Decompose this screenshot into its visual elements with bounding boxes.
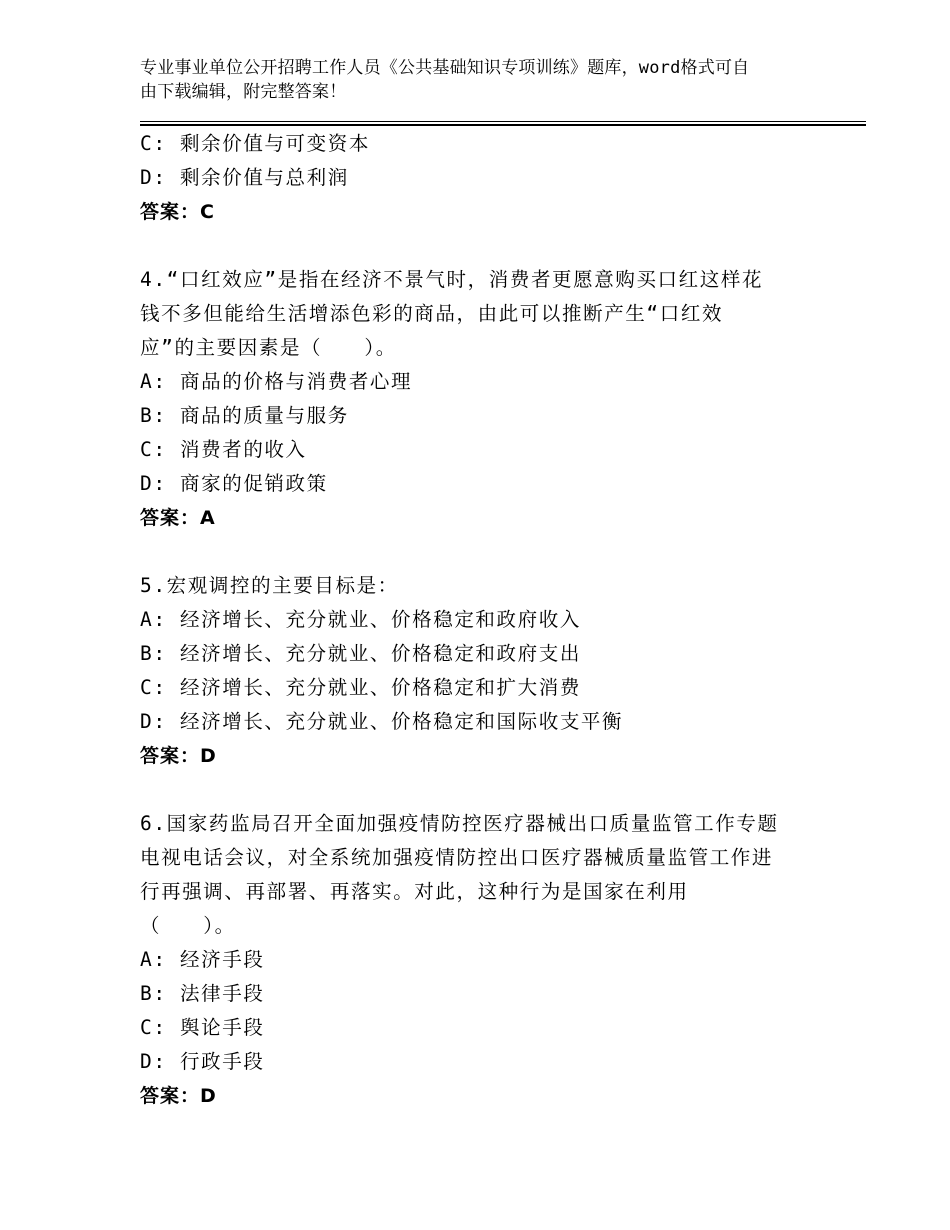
option-a: A: 商品的价格与消费者心理 <box>140 370 413 393</box>
answer-label: 答案：A <box>140 507 216 529</box>
question-stem-line: 行再强调、再部署、再落实。对此，这种行为是国家在利用 <box>140 880 689 903</box>
option-b: B: 经济增长、充分就业、价格稳定和政府支出 <box>140 642 581 665</box>
answer-label: 答案：D <box>140 1085 217 1107</box>
option-a: A: 经济手段 <box>140 948 265 971</box>
question-stem-line: （ ）。 <box>140 914 236 937</box>
spacer <box>140 229 820 263</box>
option-c: C: 剩余价值与可变资本 <box>140 132 370 155</box>
option-b: B: 法律手段 <box>140 982 265 1005</box>
question-stem-line: 应”的主要因素是（ ）。 <box>140 336 397 359</box>
answer-label: 答案：D <box>140 745 217 767</box>
spacer <box>140 535 820 569</box>
option-d: D: 剩余价值与总利润 <box>140 166 349 189</box>
question-list <box>140 127 820 1113</box>
question-3 <box>140 127 820 229</box>
header-rule-thick <box>140 124 866 126</box>
option-d: D: 商家的促销政策 <box>140 472 328 495</box>
question-stem-line: 4.“口红效应”是指在经济不景气时，消费者更愿意购买口红这样花 <box>140 268 764 291</box>
answer-label: 答案：C <box>140 201 215 223</box>
question-5 <box>140 569 820 773</box>
option-c: C: 消费者的收入 <box>140 438 307 461</box>
option-b: B: 商品的质量与服务 <box>140 404 349 427</box>
option-d: D: 行政手段 <box>140 1050 265 1073</box>
spacer <box>140 773 820 807</box>
header-rule-thin <box>140 121 866 122</box>
question-4 <box>140 263 820 535</box>
question-stem-line: 钱不多但能给生活增添色彩的商品，由此可以推断产生“口红效 <box>140 302 724 325</box>
option-c: C: 经济增长、充分就业、价格稳定和扩大消费 <box>140 676 581 699</box>
option-c: C: 舆论手段 <box>140 1016 265 1039</box>
option-d: D: 经济增长、充分就业、价格稳定和国际收支平衡 <box>140 710 624 733</box>
question-stem-line: 电视电话会议，对全系统加强疫情防控出口医疗器械质量监管工作进 <box>140 846 774 869</box>
option-a: A: 经济增长、充分就业、价格稳定和政府收入 <box>140 608 581 631</box>
header-line-1: 专业事业单位公开招聘工作人员《公共基础知识专项训练》题库，word格式可自 <box>140 58 750 78</box>
page-header <box>140 56 810 104</box>
question-stem-line: 6.国家药监局召开全面加强疫情防控医疗器械出口质量监管工作专题 <box>140 812 779 835</box>
question-stem-line: 5.宏观调控的主要目标是： <box>140 574 399 597</box>
question-6 <box>140 807 820 1113</box>
header-line-2: 由下载编辑，附完整答案！ <box>140 82 347 102</box>
